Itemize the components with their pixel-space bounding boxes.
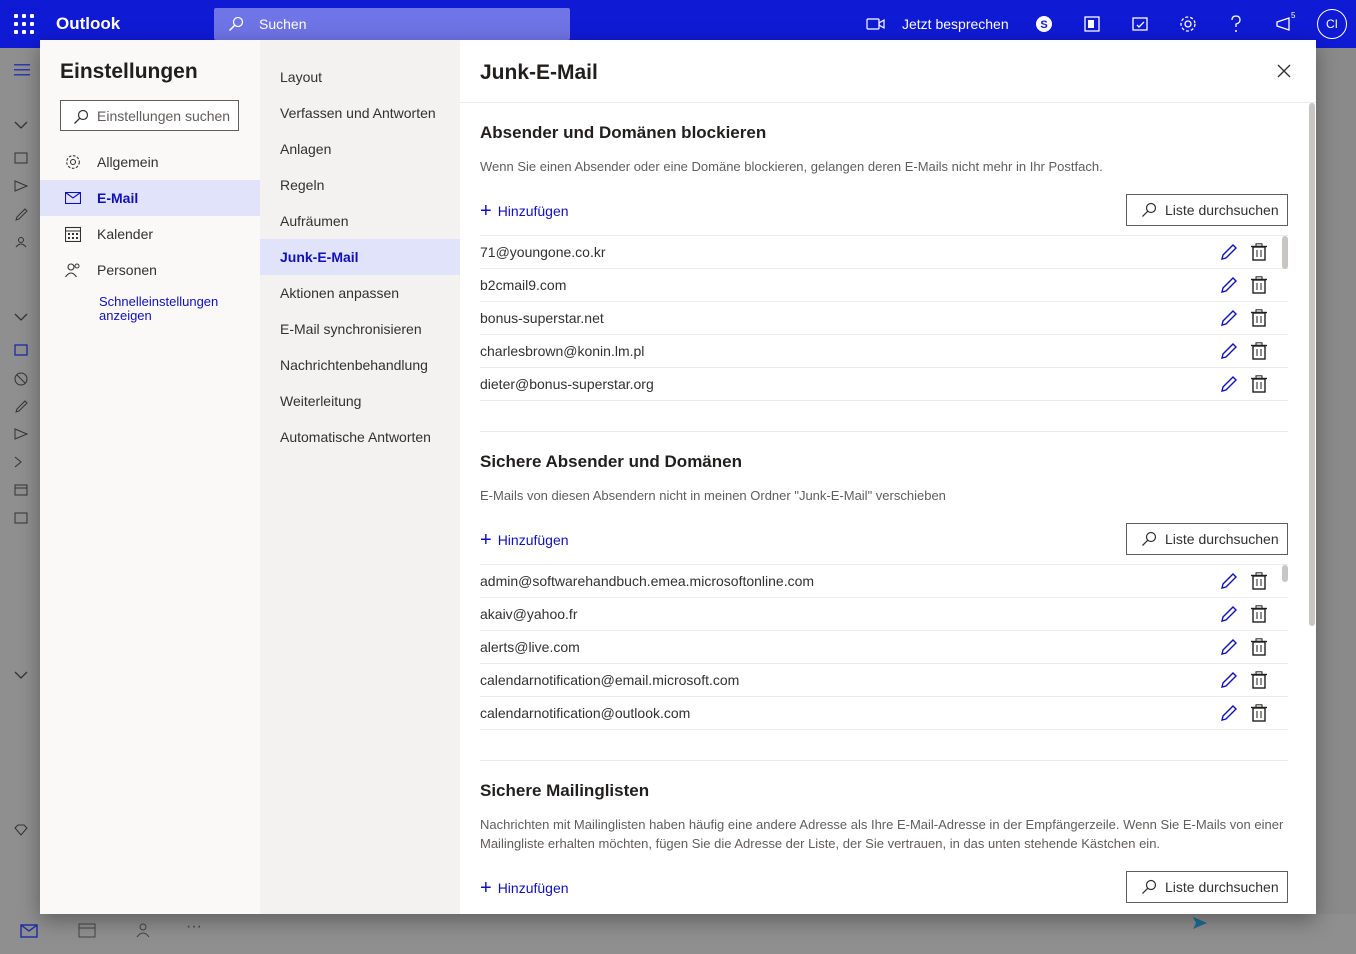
- pencil-icon[interactable]: [1220, 572, 1240, 592]
- pane-scrollbar[interactable]: [1309, 103, 1315, 626]
- search-input[interactable]: [214, 8, 570, 40]
- pencil-icon[interactable]: [1220, 342, 1240, 362]
- settings-subcategory-nav: [260, 40, 460, 914]
- entry-address: charlesbrown@konin.lm.pl: [480, 343, 645, 359]
- app-launcher-icon[interactable]: [14, 14, 34, 34]
- chevron-down-icon[interactable]: [14, 668, 28, 682]
- page-title: Junk-E-Mail: [480, 61, 598, 84]
- add-mailing-list-button[interactable]: [480, 878, 569, 898]
- entry-address: b2cmail9.com: [480, 277, 567, 293]
- pencil-icon[interactable]: [1220, 375, 1240, 395]
- trash-icon[interactable]: [1251, 342, 1271, 362]
- list-item: [480, 697, 1288, 730]
- list-item: [480, 302, 1288, 335]
- settings-category-nav: [40, 40, 260, 914]
- trash-icon[interactable]: [1251, 276, 1271, 296]
- settings-dialog: [40, 40, 1316, 914]
- list-item: [480, 236, 1288, 269]
- list-item: [480, 664, 1288, 697]
- junk-email-pane: [460, 40, 1316, 914]
- notes-icon[interactable]: [14, 512, 28, 526]
- subcategory-forwarding[interactable]: Weiterleitung: [280, 393, 362, 409]
- pencil-icon[interactable]: [14, 400, 28, 414]
- trash-icon[interactable]: [1251, 243, 1271, 263]
- section-description: Nachrichten mit Mailinglisten haben häufig eine andere Adresse als Ihre E-Mail-Adresse in der Empfängerzeile. Wenn Sie E-Mails von einer Mailingliste erhalten möchten, fügen Sie die Adresse der Liste, der Sie vertrauen, in das unten stehende Kästchen ein.: [480, 817, 1284, 851]
- entry-address: akaiv@yahoo.fr: [480, 606, 578, 622]
- search-placeholder: Suchen: [259, 16, 307, 32]
- settings-search-input[interactable]: [60, 100, 239, 131]
- subcategory-customize-actions[interactable]: Aktionen anpassen: [280, 285, 400, 301]
- pencil-icon[interactable]: [1220, 638, 1240, 658]
- chevron-right-icon[interactable]: [14, 456, 28, 470]
- subcategory-layout[interactable]: Layout: [280, 69, 323, 85]
- search-icon: [228, 16, 244, 32]
- inbox-icon[interactable]: [14, 152, 28, 166]
- search-list-label: Liste durchsuchen: [1165, 879, 1279, 895]
- subcategory-message-handling[interactable]: Nachrichtenbehandlung: [280, 357, 428, 373]
- people-icon[interactable]: [136, 922, 154, 941]
- inbox-icon[interactable]: [14, 344, 28, 358]
- hamburger-icon[interactable]: [14, 64, 28, 78]
- blocked-list-scrollbar[interactable]: [1282, 236, 1288, 269]
- search-icon: [1141, 202, 1157, 218]
- category-calendar[interactable]: [40, 216, 260, 252]
- trash-icon[interactable]: [1251, 638, 1271, 658]
- subcategory-attachments[interactable]: Anlagen: [280, 141, 332, 157]
- trash-icon[interactable]: [1251, 704, 1271, 724]
- trash-icon[interactable]: [1251, 572, 1271, 592]
- entry-address: dieter@bonus-superstar.org: [480, 376, 654, 392]
- title-divider: [460, 102, 1316, 103]
- entry-address: bonus-superstar.net: [480, 310, 604, 326]
- section-divider: [480, 431, 1288, 432]
- subcategory-junk-email[interactable]: Junk-E-Mail: [260, 239, 460, 275]
- subcategory-automatic-replies[interactable]: Automatische Antworten: [280, 429, 431, 445]
- send-icon[interactable]: [14, 428, 28, 442]
- search-icon: [1141, 531, 1157, 547]
- category-label: Kalender: [97, 226, 154, 242]
- list-item: [480, 598, 1288, 631]
- meet-now-button[interactable]: Jetzt besprechen: [902, 16, 1009, 32]
- trash-icon[interactable]: [1251, 671, 1271, 691]
- pencil-icon[interactable]: [1220, 309, 1240, 329]
- entry-address: admin@softwarehandbuch.emea.microsoftonline.com: [480, 573, 815, 589]
- list-item: [480, 368, 1288, 401]
- video-camera-icon[interactable]: [864, 12, 888, 36]
- notification-badge: 5: [1291, 11, 1296, 20]
- search-list-label: Liste durchsuchen: [1165, 202, 1279, 218]
- mail-icon[interactable]: [20, 924, 38, 941]
- subcategory-sync-email[interactable]: E-Mail synchronisieren: [280, 321, 422, 337]
- trash-icon[interactable]: [1251, 605, 1271, 625]
- category-general[interactable]: [40, 144, 260, 180]
- mail-icon: [40, 192, 97, 204]
- search-icon: [73, 109, 89, 125]
- safe-list-scrollbar[interactable]: [1282, 565, 1288, 582]
- category-label: E-Mail: [97, 190, 139, 206]
- category-label: Personen: [97, 262, 157, 278]
- section-divider: [480, 760, 1288, 761]
- settings-title: Einstellungen: [60, 60, 198, 83]
- pencil-icon[interactable]: [14, 208, 28, 222]
- subcategory-rules[interactable]: Regeln: [280, 177, 325, 193]
- more-icon[interactable]: ···: [186, 918, 202, 935]
- settings-search-placeholder: Einstellungen suchen: [97, 108, 231, 124]
- trash-icon[interactable]: [1251, 309, 1271, 329]
- chevron-down-icon[interactable]: [14, 310, 28, 324]
- list-item: [480, 631, 1288, 664]
- pencil-icon[interactable]: [1220, 704, 1240, 724]
- list-item: [480, 565, 1288, 598]
- add-label: Hinzufügen: [497, 532, 569, 548]
- gear-icon: [40, 154, 97, 170]
- safe-senders-list: [480, 564, 1288, 730]
- calendar-icon[interactable]: [78, 922, 96, 941]
- plus-icon: +: [480, 200, 492, 222]
- plus-icon: +: [480, 877, 492, 899]
- send-icon[interactable]: [14, 180, 28, 194]
- pencil-icon[interactable]: [1220, 671, 1240, 691]
- chevron-down-icon[interactable]: [14, 118, 28, 132]
- category-people[interactable]: [40, 252, 260, 288]
- subcategory-compose-reply[interactable]: Verfassen und Antworten: [280, 105, 436, 121]
- premium-icon[interactable]: [14, 824, 28, 838]
- trash-icon[interactable]: [1251, 375, 1271, 395]
- list-item: [480, 269, 1288, 302]
- plus-icon: +: [480, 529, 492, 551]
- blocked-icon[interactable]: [14, 372, 28, 386]
- add-label: Hinzufügen: [497, 880, 569, 896]
- mailing-list-search-button[interactable]: [1126, 871, 1288, 903]
- section-description: Wenn Sie einen Absender oder eine Domäne blockieren, gelangen deren E-Mails nicht mehr in Ihr Postfach.: [480, 159, 1103, 174]
- add-safe-button[interactable]: [480, 530, 569, 550]
- section-title: Sichere Mailinglisten: [480, 781, 650, 800]
- search-icon: [1141, 879, 1157, 895]
- entry-address: 71@youngone.co.kr: [480, 244, 606, 260]
- blocked-senders-list: [480, 235, 1288, 401]
- svg-text:S: S: [1040, 19, 1048, 31]
- left-rail: [0, 48, 40, 954]
- pencil-icon[interactable]: [1220, 243, 1240, 263]
- entry-address: calendarnotification@outlook.com: [480, 705, 691, 721]
- gear-icon[interactable]: [1176, 12, 1200, 36]
- search-list-label: Liste durchsuchen: [1165, 531, 1279, 547]
- add-label: Hinzufügen: [497, 203, 569, 219]
- section-title: Sichere Absender und Domänen: [480, 452, 742, 471]
- entry-address: calendarnotification@email.microsoft.com: [480, 672, 740, 688]
- calendar-icon: [40, 226, 97, 242]
- category-label: Allgemein: [97, 154, 159, 170]
- app-name[interactable]: Outlook: [56, 14, 121, 33]
- archive-icon[interactable]: [14, 484, 28, 498]
- office-icon[interactable]: [1080, 12, 1104, 36]
- section-description: E-Mails von diesen Absendern nicht in meinen Ordner "Junk-E-Mail" verschieben: [480, 488, 946, 503]
- subcategory-sweep[interactable]: Aufräumen: [280, 213, 349, 229]
- quick-settings-link[interactable]: Schnelleinstellungen anzeigen: [99, 294, 219, 323]
- my-day-icon[interactable]: [1128, 12, 1152, 36]
- section-title: Absender und Domänen blockieren: [480, 123, 767, 142]
- list-item: [480, 335, 1288, 368]
- safe-list-search-button[interactable]: [1126, 523, 1288, 555]
- pencil-icon[interactable]: [1220, 276, 1240, 296]
- category-mail[interactable]: [40, 180, 260, 216]
- skype-icon[interactable]: [1032, 12, 1056, 36]
- add-blocked-button[interactable]: [480, 201, 569, 221]
- send-icon[interactable]: [1192, 916, 1208, 933]
- bottom-app-strip: [0, 914, 1356, 954]
- blocked-list-search-button[interactable]: [1126, 194, 1288, 226]
- close-icon[interactable]: [1275, 62, 1293, 80]
- pencil-icon[interactable]: [1220, 605, 1240, 625]
- avatar[interactable]: CI: [1317, 9, 1347, 39]
- help-icon[interactable]: [1224, 12, 1248, 36]
- entry-address: alerts@live.com: [480, 639, 580, 655]
- groups-icon[interactable]: [14, 236, 28, 250]
- people-icon: [40, 262, 97, 278]
